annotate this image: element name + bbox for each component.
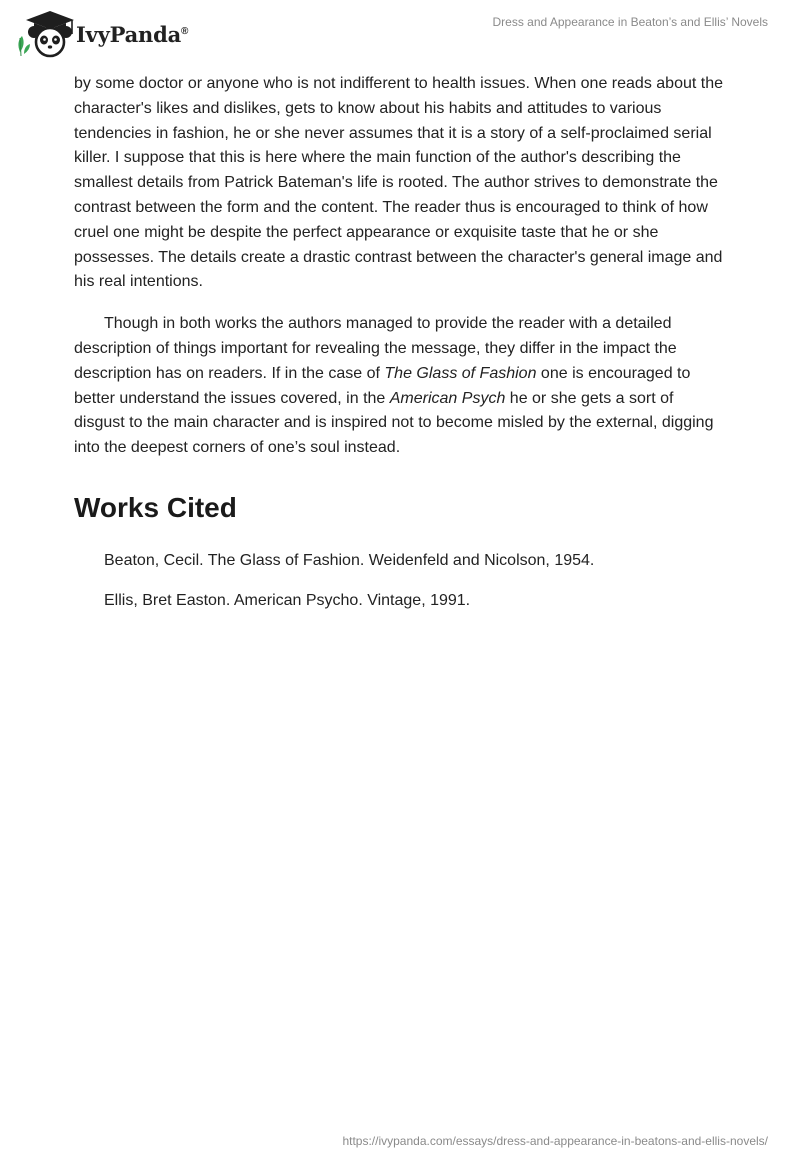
body-paragraph-2: [74, 312, 726, 461]
document-title: Dress and Appearance in Beaton’s and Ellis’ Novels: [492, 15, 768, 29]
works-cited-heading: Works Cited: [74, 491, 237, 523]
paragraph-2-text-3: he or she gets a sort of disgust to the main character and is inspired not to become misled by the external, digging into the deepest corners of one’s soul instead.: [74, 389, 714, 457]
book-title-american-psych: American Psych: [389, 389, 506, 407]
body-paragraph-1: by some doctor or anyone who is not indifferent to health issues. When one reads about the character's likes and dislikes, gets to know about his habits and attitudes to various tendencies in fashion, he or she never assumes that it is a story of a self-proclaimed serial killer. I suppose that this is here where the main function of the author's describing the smallest details from Patrick Bateman's life is rooted. The author strives to demonstrate the contrast between the form and the content. The reader thus is encouraged to think of how cruel one might be despite the perfect appearance or exquisite taste that he or she possesses. The details create a drastic contrast between the character's general image and his real intentions.: [74, 75, 723, 291]
footer-source-url[interactable]: https://ivypanda.com/essays/dress-and-appearance-in-beatons-and-ellis-novels/: [342, 1134, 768, 1148]
book-title-glass-of-fashion: The Glass of Fashion: [384, 364, 537, 382]
works-cited-list: [74, 549, 726, 613]
essay-content: [74, 72, 726, 629]
brand-name: IvyPanda®: [76, 21, 189, 47]
paragraph-2-text-1: Though in both works the authors managed to provide the reader with a detailed description of things important for revealing the message, they differ in the impact the description has on readers. If in the case of: [74, 315, 677, 382]
brand-logo[interactable]: [14, 8, 188, 58]
citation-entry: Beaton, Cecil. The Glass of Fashion. Weidenfeld and Nicolson, 1954.: [104, 551, 595, 569]
panda-graduation-cap-logo-icon: [14, 8, 74, 58]
citation-entry: Ellis, Bret Easton. American Psycho. Vintage, 1991.: [104, 591, 471, 609]
registered-mark: ®: [181, 25, 189, 37]
page-header: [0, 0, 800, 64]
paragraph-2-text-2: one is encouraged to better understand the issues covered, in the: [74, 364, 691, 407]
